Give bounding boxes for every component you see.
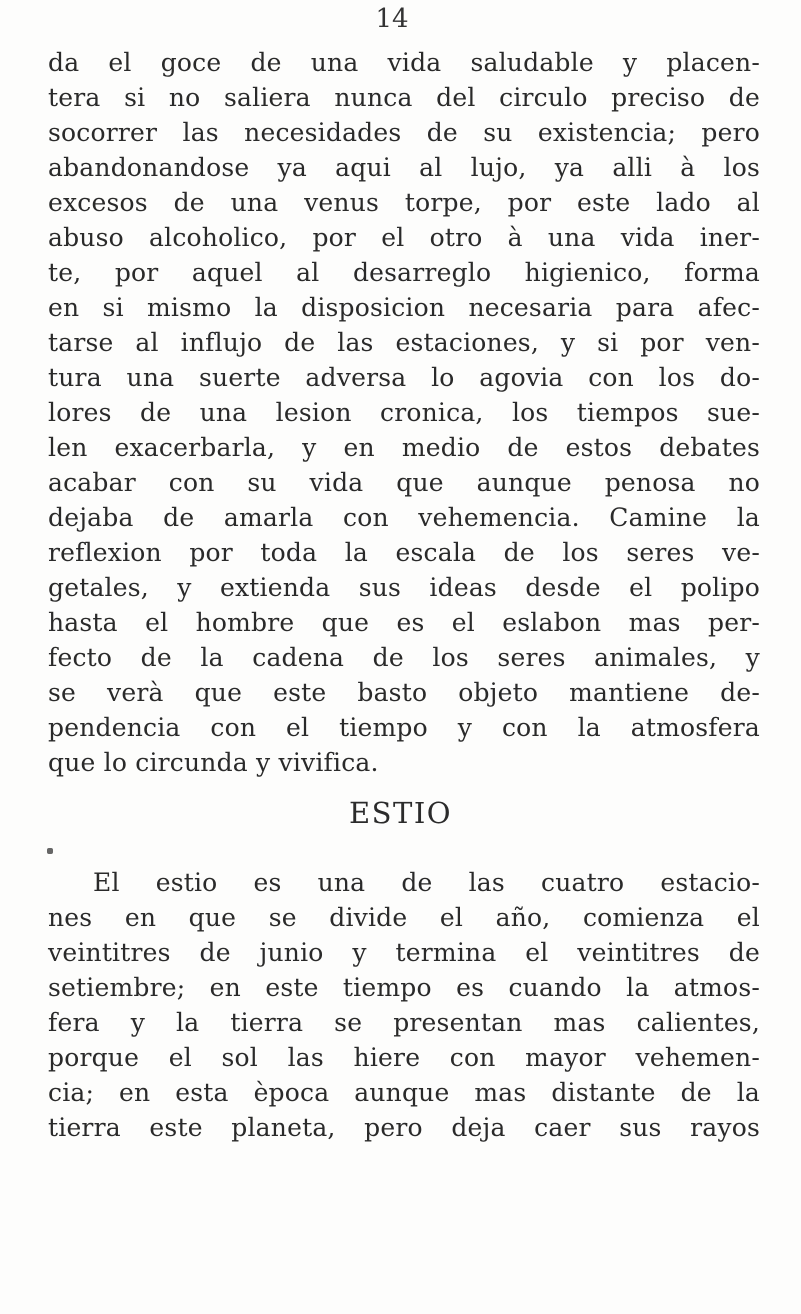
text-line: porque el sol las hiere con mayor vehemen- — [48, 1043, 760, 1072]
text-line: fecto de la cadena de los seres animales, y — [48, 643, 760, 672]
text-line: que lo circunda y vivifica. — [48, 748, 379, 777]
text-line: lores de una lesion cronica, los tiempos sue- — [48, 398, 760, 427]
text-line: da el goce de una vida saludable y placen- — [48, 48, 760, 77]
text-line: nes en que se divide el año, comienza el — [48, 903, 760, 932]
text-line: tierra este planeta, pero deja caer sus rayos — [48, 1113, 760, 1142]
text-line: en si mismo la disposicion necesaria para afec- — [48, 293, 760, 322]
text-line: getales, y extienda sus ideas desde el polipo — [48, 573, 760, 602]
text-line: veintitres de junio y termina el veintitres de — [48, 938, 760, 967]
text-line: se verà que este basto objeto mantiene de- — [48, 678, 760, 707]
text-line: te, por aquel al desarreglo higienico, forma — [48, 258, 760, 287]
text-line: acabar con su vida que aunque penosa no — [48, 468, 760, 497]
text-line: pendencia con el tiempo y con la atmosfera — [48, 713, 760, 742]
text-line: socorrer las necesidades de su existencia; pero — [48, 118, 760, 147]
text-line: tera si no saliera nunca del circulo preciso de — [48, 83, 760, 112]
ink-mark — [47, 848, 53, 854]
text-line: tarse al influjo de las estaciones, y si por ven- — [48, 328, 760, 357]
text-line: setiembre; en este tiempo es cuando la atmos- — [48, 973, 760, 1002]
text-line: reflexion por toda la escala de los seres ve- — [48, 538, 760, 567]
text-line: abuso alcoholico, por el otro à una vida iner- — [48, 223, 760, 252]
text-line: cia; en esta època aunque mas distante de la — [48, 1078, 760, 1107]
text-line: tura una suerte adversa lo agovia con los do- — [48, 363, 760, 392]
text-line: hasta el hombre que es el eslabon mas per- — [48, 608, 760, 637]
text-line: El estio es una de las cuatro estacio- — [93, 868, 760, 897]
text-line: dejaba de amarla con vehemencia. Camine la — [48, 503, 760, 532]
text-line: fera y la tierra se presentan mas calientes, — [48, 1008, 760, 1037]
text-line: excesos de una venus torpe, por este lado al — [48, 188, 760, 217]
page-number: 14 — [375, 4, 409, 34]
section-heading: ESTIO — [348, 796, 453, 830]
text-line: len exacerbarla, y en medio de estos debates — [48, 433, 760, 462]
text-line: abandonandose ya aqui al lujo, ya alli à los — [48, 153, 760, 182]
